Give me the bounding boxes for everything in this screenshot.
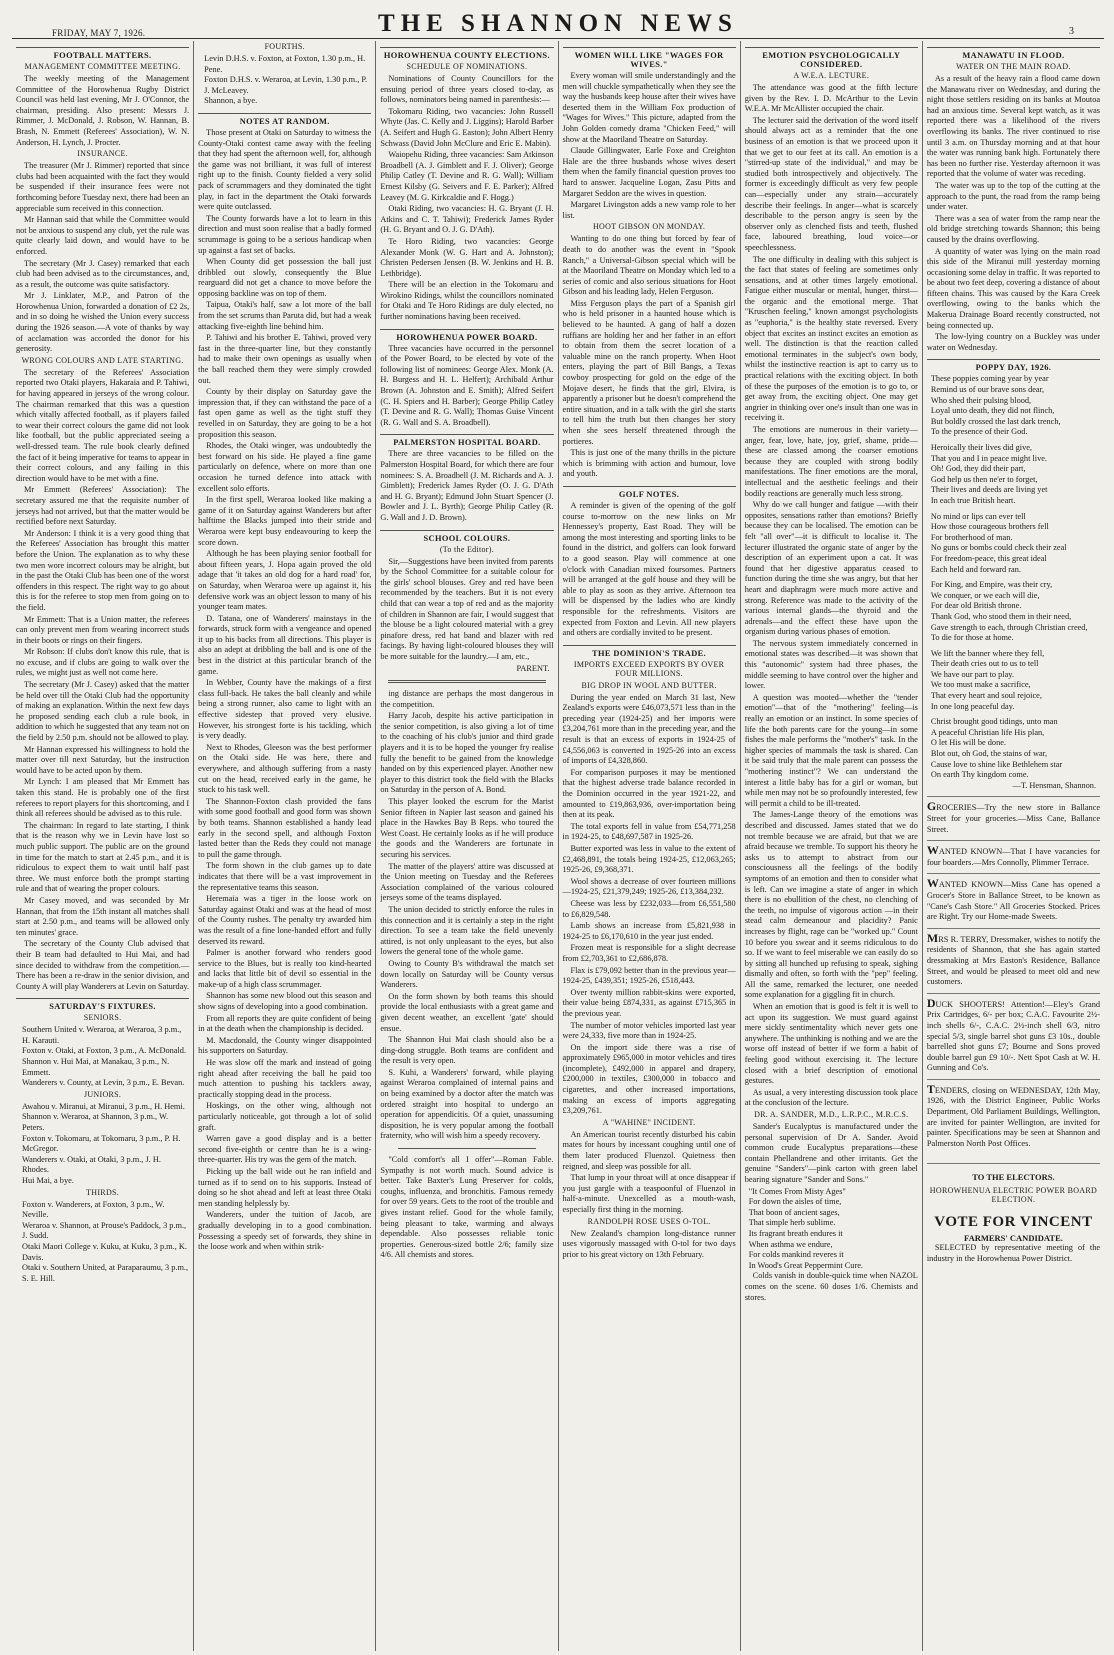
subhead-thirds: THIRDS. <box>86 1187 120 1197</box>
divider <box>388 680 545 683</box>
article-paragraph: On the form shown by both teams this should provide the local enthusiasts with a great game and given decent weather, an excellent 'gate' should ensue. <box>380 991 554 1033</box>
poppy-poem <box>927 374 1100 780</box>
article-paragraph: The low-lying country on a Buckley was under water on Wednesday. <box>926 332 1101 352</box>
verse-line: In each true British heart. <box>930 495 1016 505</box>
article-paragraph: Every woman will smile understandingly and the men will chuckle sympathetically when they see the way the husbands keep house after their wives have deserted them in the William Fox production of "Wages for Wives." This picture, adapted from the John Golden comedy drama "Chicken Feed," will show at the Maoriland Theatre on Saturday. <box>562 71 736 144</box>
verse-line: Their death cries out to us to tell <box>930 659 1039 669</box>
column-1 <box>12 41 194 1651</box>
verse-line: Christ brought good tidings, unto man <box>930 717 1058 727</box>
subhead-management-committee: MANAGEMENT COMMITTEE MEETING. <box>24 62 181 71</box>
article-paragraph: Warren gave a good display and is a better second five-eighth or centre than he is a wing-three-quarter. His try was the gem of the match. <box>198 1134 372 1165</box>
verse-line: That boon of ancient sages, <box>748 1207 840 1217</box>
article-paragraph: Otaki Riding, two vacancies: H. G. Bryant (J. H. Atkins and C. T. Tahiwi); Frederick James Ryder (H. G. Bryant and O. J. G. D'Ath). <box>380 204 554 235</box>
article-paragraph: The number of motor vehicles imported last year were 24,333, five more than in 1924-25. <box>562 1020 736 1041</box>
subhead-imports-exceed: IMPORTS EXCEED EXPORTS BY OVER FOUR MILLIONS. <box>573 659 725 678</box>
article-paragraph: The Shannon-Foxton clash provided the fans with some good football and good form was shown by both teams. Shannon established a handy lead early in the second spell, and although Foxton lasted better than the Reds they could not manage to pull the game through. <box>198 796 372 859</box>
advertisement-text: Sander's Eucalyptus is manufactured under the personal supervision of Dr A. Sander. Avoid common crude Eucalyptus preparations—these contain Phellandrene and other irritants. Get the genuine "Sanders"—pink carton with green label bearing signature "Sander and Sons." <box>744 1122 918 1184</box>
verse-line: In one long peaceful day. <box>930 701 1015 711</box>
article-paragraph: As a result of the heavy rain a flood came down the Manawatu river on Wednesday, and during the night those settlers residing on its banks at Moutoa had an anxious time. Several kept watch, as it was reported there was a likelihood of the rivers overflowing its banks. The river continued to rise until 3 a.m. on Thursday morning and at that hour the water was running bank high. Fortunately there has been no further rise. Yesterday afternoon it was reported that the volume of water was receding. <box>926 74 1101 179</box>
article-paragraph: S. Kuhi, a Wanderers' forward, while playing against Weraroa complained of internal pains and on being examined by a doctor after the match was ordered straight into hospital to undergo an operation for appendicitis. Of a quiet, unassuming disposition, he is very popular among the football fraternity, who will wish him a speedy recovery. <box>380 1067 554 1141</box>
column-6 <box>923 41 1104 1651</box>
article-paragraph: Waiopehu Riding, three vacancies: Sam Atkinson Broadbell (A. J. Gimblett and F. J. Oliver); George Philip Catley (T. Devine and R. G. Wall); William Ernest Kilsby (G. Seivers and F. E. Parker); Alfred Leavey (M. G. Kirkcaldie and F. Hogg.) <box>380 150 554 202</box>
columns <box>12 41 1104 1651</box>
article-paragraph: Why do we call hunger and fatigue —with their opposites, sensations rather than emotions? Briefly because they can be localised. The emotion can be felt "all over"—it is difficult to localise it. The lecturer illustrated the organic state of anger by the description of an experiment upon a cat. It was found that her digestive apparatus ceased to function during the time she was angry, but that her heart and diaphragm were much more active and strong. Reference was made to the activity of the various internal glands—the thyroid and the adrenals—and the effect these have upon the organism during various phases of emotion. <box>744 500 918 637</box>
fixture-line: Hui Mai, a bye. <box>22 1176 74 1185</box>
article-paragraph: P. Tahiwi and his brother E. Tahiwi, proved very fast in the three-quarter line, but they constantly had to make their own openings as usually when the ball reached them they were simply crowded out. <box>198 333 372 385</box>
article-paragraph: Cheese was less by £232,033—from £6,551,580 to £6,829,548. <box>562 898 736 919</box>
article-paragraph: Over twenty million rabbit-skins were exported, their value being £874,331, as against £715,365 in the previous year. <box>562 987 736 1018</box>
article-paragraph: The total exports fell in value from £54,771,258 in 1924-25, to £48,697,587 in 1925-26. <box>562 821 736 842</box>
verse-line: We lift the banner where they fell, <box>930 648 1045 658</box>
verse-line: On earth Thy kingdom come. <box>930 770 1029 780</box>
divider <box>398 1148 535 1149</box>
ad-text: ROCERIES—Try the new store in Ballance Street for your groceries.—Miss Cane, Ballance Street. <box>926 803 1101 834</box>
fixture-line: Foxton D.H.S. v. Weraroa, at Levin, 1.30 p.m., P. J. McLeavey. <box>204 75 368 95</box>
subhead-water-main-road: WATER ON THE MAIN ROAD. <box>956 62 1071 71</box>
article-paragraph: Hoskings, on the other wing, although not particularly noticeable, got through a lot of solid graft. <box>198 1101 372 1132</box>
article-paragraph: Three vacancies have occurred in the personnel of the Power Board, to be elected by vote of the following list of nominees: George Alex. Monk (A. H. Burgess and H. L. Helfert); Archibald Arthur Brown (A. Johnston and E. Smith); Alfred Seifert (C. H. Spiers and H. Barber); George Philip Catley (T. Devine and R. G. Wall); Thomas Guise Vincent (R. G. Wall and S. A. Broadbell). <box>380 343 554 427</box>
advertisement-text: Colds vanish in double-quick time when NAZOL comes on the scene. 60 doses 1/6. Chemists and stores. <box>744 1271 918 1302</box>
article-paragraph: Margaret Livingston adds a new vamp role to her list. <box>562 200 736 220</box>
verse-line: How those courageous brothers fell <box>930 522 1049 532</box>
article-paragraph: Mr Hannan expressed his willingness to hold the matter over till next Saturday, but the instruction would have to be acted upon by them. <box>16 744 190 775</box>
subhead-wea-lecture: A W.E.A. LECTURE. <box>793 71 870 80</box>
article-paragraph: Taipua, Otaki's half, saw a lot more of the ball from the set scrums than Paruta did, but had a weak attacking five-eighth line behind him. <box>198 300 372 331</box>
article-paragraph: Miss Ferguson plays the part of a Spanish girl who is held prisoner in a haunted house which is believed to be haunted. A gang of half a dozen ruffians are holding her and her father in an effort to obtain from them the secret location of a valuable mine on the ranch property. When Hoot enters, playing the part of Bill Bangs, a Texas cowboy prospecting for gold on the edge of the Mojave desert, he finds that the girl, Elvira, is apparently a prisoner but he doesn't comprehend the entire situation, and in a talk with the girl she starts to tell him the truth but then changes her story when she sees herself threatened through the portieres. <box>562 298 736 446</box>
article-paragraph: Wanderers, under the tuition of Jacob, are gradually developing in to a good combination. Possessing a speedy set of forwards, they shine in the loose work and when within strik- <box>198 1210 372 1252</box>
issue-date: FRIDAY, MAY 7, 1926. <box>52 28 146 38</box>
subhead-fourths: FOURTHS. <box>264 42 305 51</box>
article-paragraph: There was a sea of water from the ramp near the old bridge stretching towards Shannon; this being caused by the drains overflowing. <box>926 213 1101 244</box>
article-paragraph: Harry Jacob, despite his active participation in the senior competition, is also giving a lot of time to the coaching of his club's junior and third grade players and it is to be hoped the younger fry realise fully the benefit to be gained from the knowledge handed on by this experienced player. Another new player to this district took the field with the Blacks on Saturday in the person of A. Bond. <box>380 711 554 795</box>
article-paragraph: Mr Hannan said that while the Committee would not be anxious to suspend any club, yet the rule was quite clearly laid down, and would have to be enforced. <box>16 215 190 256</box>
verse-line: A peaceful Christian life His plan, <box>930 727 1045 737</box>
verse-line: Heroically their lives did give, <box>930 443 1033 452</box>
article-paragraph: This is just one of the many thrills in the picture which is brimming with action and humour, love and youth. <box>562 448 736 479</box>
fixture-line: Foxton v. Wanderers, at Foxton, 3 p.m., W. Neville. <box>22 1199 165 1220</box>
advertisement-text: An American tourist recently disturbed his cabin mates for hours by incessant coughing until one of them later produced Fluenzol. Quietness then reigned, and sleep was possible for all. <box>562 1129 736 1171</box>
article-paragraph: A reminder is given of the opening of the golf course to-morrow on the new links on Mr Hennessey's property, East Road. They will be among the most interesting and sporting links to be found in the district, and golfers can look forward to a good season. Play will commence at one o'clock with Canadian mixed foursomes. Partners will be arranged at the golf house and they will be able to play as soon as they arrive. Afternoon tea will be dispensed by the ladies who are kindly responsible for the refreshments. Visitors are expected from Foxton and Levin. All new players and others are cordially invited to be present. <box>562 500 736 638</box>
headline-dominions-trade: THE DOMINION'S TRADE. <box>563 645 736 658</box>
classified-ad <box>927 796 1100 835</box>
article-paragraph: Mr Anderson: I think it is a very good thing that the Referees' Association has brought this matter before the Union. The explanation as to why these two men wore incorrect colours may be alright, but in the past the Otaki Club has been one of the worst offenders in this respect. The right way to go about this is for the referee to stop men from going on to the field. <box>16 528 190 612</box>
verse-line: For brotherhood of man. <box>930 532 1013 542</box>
power-board-election: HOROWHENUA ELECTRIC POWER BOARD ELECTION. <box>929 1186 1098 1205</box>
subhead-juniors: JUNIORS. <box>83 1089 122 1099</box>
classified-ad <box>927 993 1100 1074</box>
article-paragraph: The form shown in the club games up to date indicates that there will be a vast improvement in the representative teams this season. <box>198 861 372 892</box>
ad-initial: W <box>926 876 939 891</box>
column-3 <box>376 41 558 1651</box>
subhead-wahine-incident: A "WAHINE" INCIDENT. <box>602 1117 696 1127</box>
article-paragraph: The nervous system immediately concerned in emotional states was described—it was shown that this "autonomic" system had three phases, the middle seeming to have control over the higher and lower. <box>744 638 918 691</box>
verse-line: For dear old British throne. <box>930 601 1022 611</box>
letter-signature: PARENT. <box>516 663 550 673</box>
verse-line: For colds mankind reveres it <box>748 1250 844 1260</box>
article-paragraph: A quantity of water was lying on the main road this side of the Miranui mill yesterday morning occasioning some delay in traffic. It was reported to be about two feet deep, covering a distance of about fifteen chains. This was caused by the Kara Creek overflowing, owing to the banks which the Makerua Drainage Board recently constructed, not being connected up. <box>926 246 1101 330</box>
ad-initial: D <box>926 995 936 1010</box>
subhead-wrong-colours: WRONG COLOURS AND LATE STARTING. <box>21 355 184 365</box>
headline-golf-notes: GOLF NOTES. <box>563 486 736 499</box>
masthead <box>12 4 1104 39</box>
verse-line: "It Comes From Misty Ages" <box>748 1186 846 1196</box>
article-paragraph: The emotions are numerous in their variety—anger, fear, love, hate, joy, grief, shame, pride—these are classed among the coarser emotions because they are coupled with strong bodily manifestations. The finer emotions are the moral, intellectual and the aesthetic feelings and their bodily reactions are generally much less strong. <box>744 425 918 498</box>
subhead-seniors: SENIORS. <box>83 1013 122 1023</box>
verse-line: But boldly crossed the last dark trench, <box>930 416 1061 426</box>
article-paragraph: Te Horo Riding, two vacancies: George Alexander Monk (W. G. Hart and A. Johnston); Christen Pedersen Jensen (B. W. Jenkins and H. B. Lethbridge). <box>380 236 554 278</box>
article-paragraph: For comparison purposes it may be mentioned that the highest adverse trade balance recorded in the Dominion occurred in the year 1921-22, and amounted to £19,863,936, over-importation being then at its peak. <box>562 767 736 820</box>
article-paragraph: When an emotion that is good is felt it is well to act upon its suggestion. We must guard against mere sickly sentimentality which never gets one anywhere. The unthinking is nothing and we are the worse off instead of better if we form a habit of feeling good without exercising it. The lecture closed with a brief description of emotional gestures. <box>744 1002 918 1086</box>
article-paragraph: County by their display on Saturday gave the impression that, if they can withstand the pace of a fast open game as well as the tight stuff they revelled in on Saturday, they are going to be a hot proposition this season. <box>198 387 372 439</box>
article-paragraph: The County forwards have a lot to learn in this direction and must soon realise that a badly formed scrummage is going to be a serious handicap when up against a fast set of backs. <box>198 213 372 255</box>
article-paragraph: The union decided to strictly enforce the rules in this connection and it is certainly a step in the right direction. To see a team take the field unevenly attired, is not only unpleasant to the eyes, but also lowers the general tone of the whole game. <box>380 904 554 957</box>
verse-line: No mind or lips can ever tell <box>930 511 1026 521</box>
article-paragraph: Palmer is another forward who renders good service to the Blues, but is really too kind-hearted and lacks that little bit of devil so essential in the make-up of a high class scrummager. <box>198 948 372 989</box>
article-paragraph: Picking up the ball wide out he ran infield and turned as if to send on to his supports. Instead of doing so he shot ahead and left at least three Otaki men standing helplessly by. <box>198 1166 372 1208</box>
article-paragraph: The one difficulty in dealing with this subject is the fact that states of feeling are sometimes only sensations, and at other times largely emotional. Fatigue either muscular or mental, hunger, thirst—the organic and the emotional merge. That "Kruschen feeling," known amongst psychologists as "euphoria," is the healthy state reversed. Every object that excites an instinct excites an emotion as well. The distinction is that the reaction called emotional terminates in the subject's own body, whilst the instinctive reaction is apt to carry us to practical relations with the exciting object. In both of these the purposes of the emotion is to go to, or get away from, the exciting object. One may get angrier in thinking over one's insult than one was in receiving it. <box>744 254 918 423</box>
article-paragraph: The water was up to the top of the cutting at the approach to the punt, the road from the ramp being under water. <box>926 180 1101 212</box>
article-paragraph: Rhodes, the Otaki winger, was undoubtedly the best forward on his side. He played a fine game particularly on defence, where on more than one occasion he turned defence into attack with excellent solo efforts. <box>198 441 372 493</box>
article-paragraph: On the import side there was a rise of approximately £965,000 in motor vehicles and tires (incomplete), £492,000 in apparel and drapery, £200,000 in textiles, £300,000 in tobacco and cigarettes, and other increased importations, making an excess of imports aggregating £3,209,761. <box>562 1042 736 1116</box>
verse-line: To the presence of their God. <box>930 427 1028 437</box>
subhead-insurance: INSURANCE. <box>77 149 128 159</box>
column-2 <box>194 41 376 1651</box>
article-paragraph: The secretary of the Referees' Association reported two Otaki players, Hakaraia and P. Tahiwi, for having appeared in jerseys of the wrong colour. The chairman remarked that this was a question which vitally affected football, as if players failed to wear their correct colours the game did not look like football, but the public appreciated seeing a well-dressed team. The rule book clearly defined the fact of it being imperative for teams to appear in their correct colours, and any failing in this direction would have to be met with a fine. <box>16 367 190 483</box>
article-paragraph: Flax is £79,092 better than in the previous year—1924-25, £439,351; 1925-26, £518,443. <box>562 965 736 986</box>
headline-football-matters: FOOTBALL MATTERS. <box>16 47 189 60</box>
headline-poppy-day: POPPY DAY, 1926. <box>927 359 1100 372</box>
fixture-line: Levin D.H.S. v. Foxton, at Foxton, 1.30 p.m., H. Pene. <box>204 54 366 74</box>
verse-line: O let His will be done. <box>930 738 1006 748</box>
article-paragraph: Mr Casey moved, and was seconded by Mr Hannan, that from the 15th instant all matches shall start at 2.50 p.m., and teams will be allowed only ten minutes' grace. <box>16 895 190 937</box>
advertisement-text: New Zealand's champion long-distance runner uses vigorously massaged with O-tol for two days prior to his great victory on 13th February. <box>562 1228 736 1259</box>
article-paragraph: The attendance was good at the fifth lecture given by the Rev. I. D. McArthur to the Levin W.E.A. Mr McAllister occupied the chair. <box>744 83 918 114</box>
article-paragraph: Mr J. Linklater, M.P., and Patron of the Horowhenua Union, forwarded a donation of £2 2s, and in so doing he wished the Union every success during the 1926 season.—A vote of thanks by way of acclamation was accorded the donor for his generosity. <box>16 291 190 354</box>
fixture-line: Shannon v. Weraroa, at Shannon, 3 p.m., W. Peters. <box>22 1112 169 1133</box>
article-paragraph: The James-Lange theory of the emotions was described and discussed. James stated that we do not tremble because we are afraid, but that we are afraid because we tremble. To support his theory he asks us to attempt to abstract from our consciousness all the feelings of the bodily symptoms of an emotion and then to consider what is left. Can we imagine a state of anger in which there is no ebullition of the chest, no clenching of the teeth, no impulse of vigorous action —in their stead calm demeanour and placidity? Panic increases by flight, rage can be "worked up." Count 10 before you swear and it seems ridiculous to do so. If we want to feel miserable we can easily do so by sitting all hunched up refusing to speak, sighing dismally and often, so forth with the "pep" feeling. All the same, remarked the lecturer, one needed some explanation for a giggling fit in church. <box>744 810 918 1000</box>
article-paragraph: There will be an election in the Tokomaru and Wirokino Ridings, whilst the councillors nominated for Otaki and Te Horo Ridings are duly elected, no further nominations having been received. <box>380 280 554 322</box>
to-the-electors: TO THE ELECTORS. <box>927 1163 1100 1182</box>
verse-line: That simple herb sublime. <box>748 1218 836 1228</box>
article-paragraph: The secretary (Mr J. Casey) remarked that each club had been advised as to the circumstances, and, as a result, the outcome was quite satisfactory. <box>16 258 190 289</box>
classified-ad <box>927 928 1100 988</box>
headline-county-elections: HOROWHENUA COUNTY ELECTIONS. <box>380 47 553 60</box>
verse-line: That you and I in peace might live. <box>930 453 1047 463</box>
article-paragraph: Mr Lynch: I am pleased that Mr Emmett has taken this stand. He is probably one of the first referees to report players for this shortcoming, and I think all referees should be advised as to this rule. <box>16 777 190 819</box>
article-paragraph: The weekly meeting of the Management Committee of the Horowhenua Rugby District Council was held last evening, Mr J. O'Connor, the chairman, presiding. Also present: Messrs J. Rimmer, J. McDonald, J. Robson, W. Hannan, B. Brash, N. Emmett (Referees' Association), W. N. Anderson, H. Lynch, J. Procter. <box>16 74 190 147</box>
verse-line: Blot out, oh God, the stains of war, <box>930 749 1048 759</box>
article-paragraph: There are three vacancies to be filled on the Palmerston Hospital Board, for which there are four nominees: S. A. Broadbell (J. M. Richards and A. J. Gimblett); Frederick James Ryder (O. J. G. D'Ath and H. G. Bryant); Edmund John Stuart Spencer (J. Bowler and J. L. Byrth); George Philip Catley (R. G. Wall and J. D. Brown). <box>380 449 554 522</box>
ad-text: ENDERS, closing on WEDNESDAY, 12th May, 1926, with the District Engineer, Public Works Department, Old Parliament Buildings, Wellington, are invited for painter Wellington, are invited for painter. Specifications may be seen at Shannon and Palmerston North Post Offices. <box>926 1085 1101 1148</box>
article-paragraph: The matter of the players' attire was discussed at the Union meeting on Tuesday and the Referees Association complained of the various coloured jerseys some of the teams displayed. <box>380 861 554 903</box>
article-paragraph: When County did get possession the ball just dribbled out slowly, consequently the Blue rearguard did not get a chance to move before the opposing backline was on top of them. <box>198 257 372 298</box>
poem-signature: —T. Hensman, Shannon. <box>1012 780 1097 790</box>
fixture-line: Wanderers v. Otaki, at Otaki, 3 p.m., J. H. Rhodes. <box>22 1154 161 1175</box>
article-paragraph: Those present at Otaki on Saturday to witness the County-Otaki contest came away with the feeling that they had spent the afternoon well, for, although the game was not brilliant, it was full of interest right up to the finish. County fielded a very solid pack of scrummagers and they dominated the tight play, in fact in the department the Otaki forwards were quite outclassed. <box>198 127 372 212</box>
verse-line: Oh! God, they did their part, <box>930 464 1026 474</box>
verse-line: For King, and Empire, was their cry, <box>930 580 1053 590</box>
ad-text: UCK SHOOTERS! Attention!—Eley's Grand Prix Cartridges, 6/- per box; C.A.C. Favourite 2½-inch shells 6/-, C.A.C. 2½-inch shell 6/3, nitro special 5/3, single barrel shot guns £3 10s., double barrelled shot guns £7; Bourne and Sons proved double barrel gun £9 10/-. Nett Spot Cash at W. H. Gunning and Co's. <box>926 999 1101 1073</box>
article-paragraph: This player looked the escrum for the Marist Senior fifteen in Napier last season and gained his place in the Hawkes Bay B Reps. who toured the West Coast. He certainly looks as if he will produce the goods and the Wanderers are fortunate in securing his services. <box>380 797 554 859</box>
ad-initial: M <box>926 930 939 945</box>
classified-ad <box>927 1079 1100 1150</box>
headline-emotion: EMOTION PSYCHOLOGICALLY CONSIDERED. <box>745 47 918 69</box>
column-5 <box>741 41 923 1651</box>
ad-text: ANTED KNOWN—Miss Cane has opened a Grocer's Store in Ballance Street, to be known as "Cane's Cash Store." All Groceries Stocked. Prices are Right. Try our Home-made Sweets. <box>926 880 1101 922</box>
ad-initial: W <box>926 843 939 858</box>
article-paragraph: M. Macdonald, the County winger disappointed his supporters on Saturday. <box>198 1035 372 1056</box>
headline-school-colours: SCHOOL COLOURS. <box>380 530 553 543</box>
fixture-line: Otaki v. Southern United, at Paraparaumu, 3 p.m., S. E. Hill. <box>22 1263 189 1283</box>
advertisement-text: That lump in your throat will at once disappear if you just gargle with a teaspoonful of Fluenzol in half-a-minute. Unexcelled as a mouth-wash, especially first thing in the morning. <box>562 1173 736 1214</box>
article-paragraph: Butter exported was less in value to the extent of £2,468,891, the totals being 1924-25, £12,063,265; 1925-26, £9,368,371. <box>562 844 736 875</box>
article-paragraph: Mr Emmett (Referees' Association): The secretary assured me that the requisite number of jerseys had not arrived, but that the matter would be rectified before next Saturday. <box>16 485 190 527</box>
article-paragraph: Wool shows a decrease of over fourteen millions—1924-25, £21,379,249; 1925-26, £13,384,232. <box>562 876 736 897</box>
headline-manawatu-flood: MANAWATU IN FLOOD. <box>927 47 1100 60</box>
headline-saturdays-fixtures: SATURDAY'S FIXTURES. <box>16 998 189 1011</box>
verse-line: Cause love to shine like Bethlehem star <box>930 759 1063 769</box>
verse-line: We have our part to play. <box>930 669 1014 679</box>
article-paragraph: ing distance are perhaps the most dangerous in the competition. <box>380 689 554 709</box>
article-paragraph: During the year ended on March 31 last, New Zealand's exports were £46,073,571 less than in the preceding year (1924-25) and her imports were £3,204,761 more than in the preceding year, and the result is that an excess of exports in 1924-25 of £4,556,063 is converted in 1925-26 into an excess of imports of £4,328,860. <box>562 692 736 766</box>
advertisement-text: "Cold comfort's all I offer"—Roman Fable. Sympathy is not worth much. Sound advice is better. Take Baxter's Lung Preserver for colds, coughs, influenza, and bronchitis. Famous remedy for over 59 years. Gets to the root of the trouble and gives instant relief. Good for the whole family, being pleasant to take, warming and always dependable. Also possesses reliable tonic properties. Generous-sized bottle 2/6; family size 4/6. All chemists and stores. <box>380 1155 554 1260</box>
classified-ad <box>927 873 1100 922</box>
verse-line: That every heart and soul rejoice, <box>930 691 1042 701</box>
fixture-line: Awahou v. Miranui, at Miranui, 3 p.m., H. Hemi. <box>22 1101 185 1111</box>
article-paragraph: Claude Gillingwater, Earle Foxe and Creighton Hale are the three husbands whose wives desert them when the family financial question proves too hard to answer. Jacqueline Logan, Zasu Pitts and Margaret Seddon are the wives in question. <box>562 146 736 198</box>
verse-line: Gave strength to each, through Christian creed, <box>930 622 1088 632</box>
article-paragraph: Next to Rhodes, Gleeson was the best performer on the Otaki side. He was here, there and everywhere, and although suffering from a nasty cut on the head, received early in the game, he stuck to his task well. <box>198 742 372 795</box>
subhead-dr-sander: DR. A. SANDER, M.D., L.R.P.C., M.R.C.S. <box>754 1110 909 1119</box>
fixture-line: Otaki Maori College v. Kuku, at Kuku, 3 p.m., K. Davis. <box>22 1241 187 1262</box>
newspaper-title: THE SHANNON NEWS <box>378 10 738 37</box>
verse-line: No guns or bombs could check their zeal <box>930 543 1067 553</box>
verse-line: Its fragrant breath endures it <box>748 1228 843 1238</box>
headline-power-board: HOROWHENUA POWER BOARD. <box>380 329 553 342</box>
article-paragraph: As usual, a very interesting discussion took place at the conclusion of the lecture. <box>744 1087 918 1108</box>
fixture-line: Foxton v. Otaki, at Foxton, 3 p.m., A. McDonald. <box>22 1046 187 1056</box>
article-paragraph: Heremaia was a tiger in the loose work on Saturday against Otaki and was at the head of most of the County rushes. The penalty try awarded him was the result of a fine lone-handed effort and fully deserved its reward. <box>198 894 372 946</box>
fixture-line: Wanderers v. County, at Levin, 3 p.m., E. Bevan. <box>22 1078 185 1088</box>
column-4 <box>559 41 741 1651</box>
headline-hospital-board: PALMERSTON HOSPITAL BOARD. <box>380 434 553 447</box>
verse-line: Thank God, who stood them in their need, <box>930 611 1072 621</box>
article-paragraph: Nominations of County Councillors for the ensuing period of three years closed to-day, as follows, nominators being named in parenthesis:— <box>380 74 554 105</box>
article-paragraph: Frozen meat is responsible for a slight decrease from £2,703,361 to £2,686,878. <box>562 943 736 963</box>
verse-line: Who shed their pulsing blood, <box>930 395 1032 405</box>
fixture-line: Foxton v. Tokomaru, at Tokomaru, 3 p.m., P. H. McGregor. <box>22 1133 181 1154</box>
subhead-schedule-nominations: SCHEDULE OF NOMINATIONS. <box>406 62 528 71</box>
ad-text: RS R. TERRY, Dressmaker, wishes to notify the residents of Shannon, that she has again started dressmaking at Mrs Easton's Residence, Ballance Street, and would be pleased to meet old and new customers. <box>926 934 1101 987</box>
verse-line: In Wood's Great Peppermint Cure. <box>748 1260 863 1270</box>
verse-line: To die for those at home. <box>930 633 1014 643</box>
vote-for-vincent: VOTE FOR VINCENT <box>934 1214 1093 1231</box>
article-paragraph: From all reports they are quite confident of being in at the death when the championship is decided. <box>198 1013 372 1034</box>
verse-line: For down the aisles of time, <box>748 1197 842 1207</box>
article-paragraph: The chairman: In regard to late starting, I think that is the reason why we in Levin have lost so much public support. The public are on the ground in time for the match to start at 2.45 p.m., and it is ridiculous to expect them to wait until half past three. We must enforce both the prompt starting rule and that of wearing the proper colours. <box>16 820 190 894</box>
verse-line: God help us then ne'er to forget, <box>930 474 1038 484</box>
article-paragraph: A question was mooted—whether the "tender emotion"—that of the "mothering" feeling—is really an emotion or an instinct. In some species of life the both parents care for the young—in some fishes the male performs the "mother's" task. In the higher species of mammals the task is shared. Can it be said truly that the male parent can possess the "mothering instinct"? We can understand the interest a little baby has for a girl or woman, but while men may not be so profoundly interested, few will permit a child to be ill-treated. <box>744 692 918 808</box>
article-paragraph: Tokomaru Riding, two vacancies: John Russell Whyte (Jas. C. Kelly and J. Liggins); Harold Barber (A. Seifert and Hugh G. Easton); John Albert Henry Schwass (David John McClure and Eric E. Mabin). <box>380 106 554 148</box>
article-paragraph: In Webber, County have the makings of a first class full-back. He takes the ball cleanly and while being a strong runner, also came to light with an effective sidestep that proved very elusive. However, his strongest forte is his tackling, which is very deadly. <box>198 678 372 741</box>
verse-line: These poppies coming year by year <box>930 374 1049 384</box>
farmers-candidate: FARMERS' CANDIDATE. <box>964 1233 1063 1244</box>
verse-line: Remind us of our brave sons dear, <box>930 385 1045 395</box>
ad-initial: T <box>926 1081 935 1096</box>
fixture-line: Shannon v. Hui Mai, at Manakau, 3 p.m., N. Emmett. <box>22 1057 170 1077</box>
headline-wages-for-wives: WOMEN WILL LIKE "WAGES FOR WIVES." <box>563 47 736 69</box>
article-paragraph: Mr Robson: If clubs don't know this rule, that is no excuse, and if clubs are going to walk over the rules, we might just as well not come here. <box>16 647 190 678</box>
article-paragraph: Although he has been playing senior football for about fifteen years, J. Hopa again proved the old adage that 'it takes an old dog for a hard road' for, on Saturday, when Weraroa were up against it, his defensive work was an object lesson to many of his younger team mates. <box>198 549 372 612</box>
article-paragraph: The treasurer (Mr J. Rimmer) reported that since clubs had been acquainted with the fact they would be suspended if their insurance fees were not forthcoming before Tuesday next, there had been an appreciable sum received in this connection. <box>16 161 190 213</box>
ad-initial: G <box>926 799 937 814</box>
verse-line: For freedom-peace, this great ideal <box>930 553 1047 563</box>
article-paragraph: The Shannon Hui Mai clash should also be a ding-dong struggle. Both teams are confident and the result is very open. <box>380 1035 554 1066</box>
article-paragraph: Shannon has some new blood out this season and show signs of developing into a good combination. <box>198 991 372 1012</box>
fixture-line: Weraroa v. Shannon, at Prouse's Paddock, 3 p.m., J. Sudd. <box>22 1220 187 1241</box>
election-ad-text: SELECTED by representative meeting of the industry in the Horowhenua Power District. <box>926 1243 1101 1264</box>
verse-line: Loyal unto death, they did not flinch, <box>930 406 1055 416</box>
page-number: 3 <box>1069 26 1074 37</box>
article-paragraph: The secretary of the County Club advised that their B team had defaulted to Hui Mai, and had since decided to withdraw from the competition.—There has been a re-draw in the senior division, and County A will play Wanderers at Levin on Saturday. <box>16 939 190 991</box>
fixture-line: Southern United v. Weraroa, at Weraroa, 3 p.m., H. Karauti. <box>22 1025 182 1045</box>
letter-paragraph: Sir,—Suggestions have been invited from parents by the School Committee for a suitable colour for the girls' school blouses. Grey and red have been recommended by the teachers. But it is not every child that can wear a top of red and as the majority of children in Shannon are fair, I would suggest that the blouse be a light coloured material with a grey pinafore dress, red hat band and blazer with red facings. By having light-coloured blouses they will be more suitable for the laundry.—I am, etc., <box>380 556 554 661</box>
subhead-hoot-gibson: HOOT GIBSON ON MONDAY. <box>592 222 706 232</box>
article-paragraph: The lecturer said the derivation of the word itself should always act as a reminder that the one business of an emotion is that we proceed upon it that we get to our feet at its call. An emotion is a "stirred-up state of the individual," and may be studied both introspectively and objectively. The former is exceedingly difficult as very few people can—especially under any strain—accurately describe their feelings. In anger—what is scarcely describable to the person angry is seen by the observer only as clenched fists and teeth, flushed face, laboured breathing, loud voice—or speechlessness. <box>744 115 918 252</box>
subhead-big-drop: BIG DROP IN WOOL AND BUTTER. <box>581 680 717 690</box>
article-paragraph: Lamb shows an increase from £5,821,938 in 1924-25 to £6,170,610 in the year just ended. <box>562 921 736 941</box>
classified-ad <box>927 840 1100 868</box>
verse-line: We conquer, or we each will die, <box>930 590 1040 600</box>
verse-line: We too must make a sacrifice, <box>930 680 1031 690</box>
subhead-to-the-editor: (To the Editor). <box>439 544 495 554</box>
article-paragraph: D. Tatana, one of Wanderers' mainstays in the forwards, struck form with a vengeance and opened it up to his backs from all directions. This player is also an adept at dribbling the ball and is one of the best in the district at this particular branch of the game. <box>198 613 372 676</box>
article-paragraph: Owing to County B's withdrawal the match set down locally on Saturday will be County versus Wanderers. <box>380 958 554 990</box>
subhead-randolph-rose: RANDOLPH ROSE USES O-TOL. <box>587 1216 711 1226</box>
verse-line: When asthma we endure, <box>748 1239 833 1249</box>
article-paragraph: He was slow off the mark and instead of going right ahead after receiving the ball he paid too much attention to pushing his tacklers away, practically stopping dead in the process. <box>198 1058 372 1099</box>
ad-text: ANTED KNOWN—That I have vacancies for four boarders.—Mrs Connolly, Plimmer Terrace. <box>926 847 1101 867</box>
article-paragraph: The secretary (Mr J. Casey) asked that the matter be held over till the Otaki Club had the opportunity of making an explanation. Within the next few days he proposed sending each club a rule book, in addition to which he suggested that any team not on the field by 2.50 p.m. should not be allowed to play. <box>16 680 190 743</box>
article-paragraph: In the first spell, Weraroa looked like making a game of it on Saturday against Wanderers but after halftime the Blacks jumped into their stride and Weraroa were kept busy endeavouring to keep the score down. <box>198 495 372 547</box>
verse-line: Each held and forward ran. <box>930 564 1021 574</box>
fixture-line: Shannon, a bye. <box>204 96 258 106</box>
article-paragraph: Mr Emmett: That is a Union matter, the referees can only prevent men from wearing incorrect studs in their boots or rings on their fingers. <box>16 614 190 645</box>
article-paragraph: Wanting to do one thing but forced by fear of death to do another was the event in "Spook Ranch," a Universal-Gibson special which will be at the Maoriland Theatre on Monday which led to a series of comic and also serious situations for Hoot Gibson and his leading lady, Helen Ferguson. <box>562 234 736 297</box>
verse-line: Their lives and deeds are living yet <box>930 485 1048 495</box>
headline-notes-at-random: NOTES AT RANDOM. <box>198 113 371 126</box>
classified-ads <box>927 796 1100 1149</box>
